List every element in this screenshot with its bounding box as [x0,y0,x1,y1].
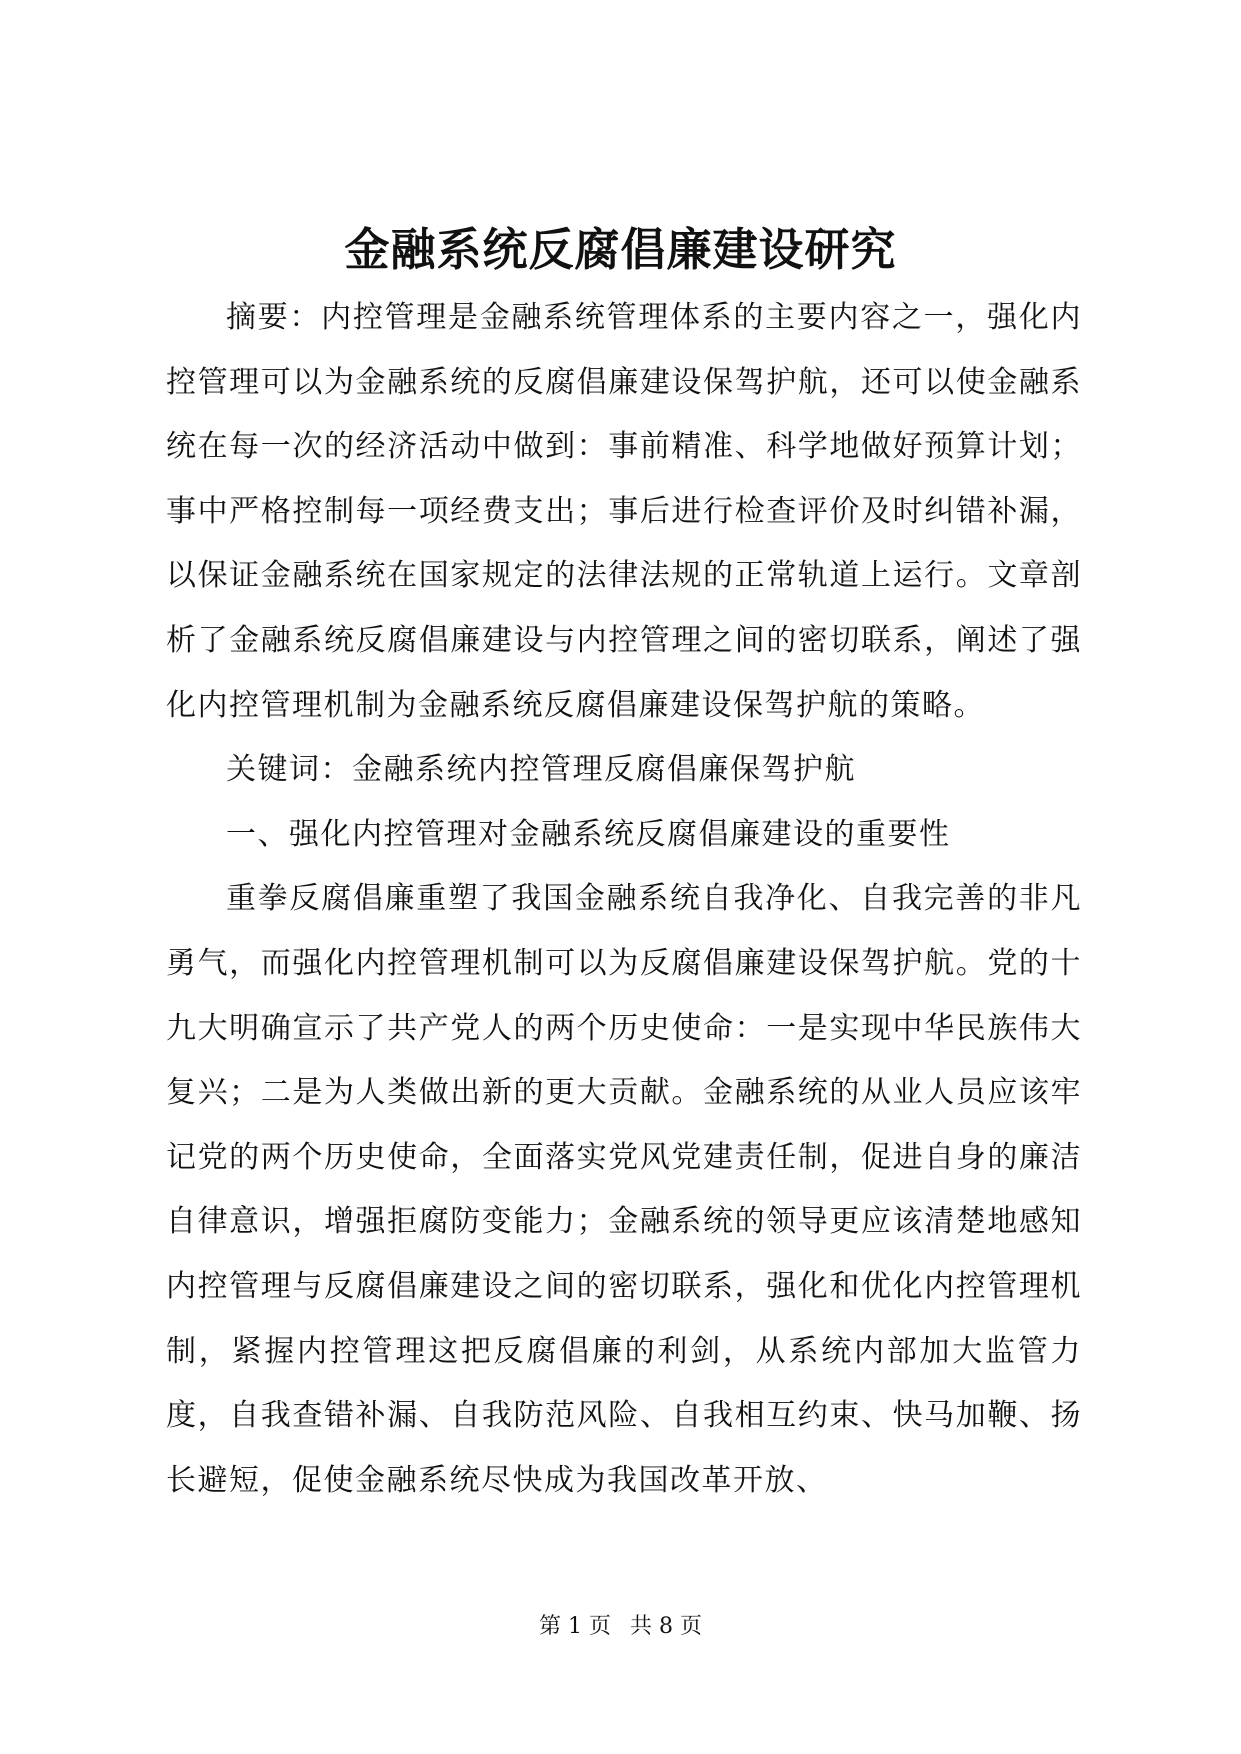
page-footer [0,1612,1241,1642]
page-total: 共 8 页 [630,1614,702,1639]
body-paragraph: 重拳反腐倡廉重塑了我国金融系统自我净化、自我完善的非凡勇气，而强化内控管理机制可以为反腐倡廉建设保驾护航。党的十九大明确宣示了共产党人的两个历史使命：一是实现中华民族伟大复兴；二是为人类做出新的更大贡献。金融系统的从业人员应该牢记党的两个历史使命，全面落实党风党建责任制，促进自身的廉洁自律意识，增强拒腐防变能力；金融系统的领导更应该清楚地感知内控管理与反腐倡廉建设之间的密切联系，强化和优化内控管理机制，紧握内控管理这把反腐倡廉的利剑，从系统内部加大监管力度，自我查错补漏、自我防范风险、自我相互约束、快马加鞭、扬长避短，促使金融系统尽快成为我国改革开放、 [166,881,1082,1498]
document-body [166,286,1082,1513]
keywords-paragraph: 关键词：金融系统内控管理反腐倡廉保驾护航 [226,752,856,788]
page-number: 第 1 页 [539,1614,611,1639]
abstract-paragraph: 摘要：内控管理是金融系统管理体系的主要内容之一，强化内控管理可以为金融系统的反腐倡廉建设保驾护航，还可以使金融系统在每一次的经济活动中做到：事前精准、科学地做好预算计划；事中严格控制每一项经费支出；事后进行检查评价及时纠错补漏，以保证金融系统在国家规定的法律法规的正常轨道上运行。文章剖析了金融系统反腐倡廉建设与内控管理之间的密切联系，阐述了强化内控管理机制为金融系统反腐倡廉建设保驾护航的策略。 [166,300,1082,723]
document-title: 金融系统反腐倡廉建设研究 [344,223,897,276]
section-heading: 一、强化内控管理对金融系统反腐倡廉建设的重要性 [226,816,951,852]
